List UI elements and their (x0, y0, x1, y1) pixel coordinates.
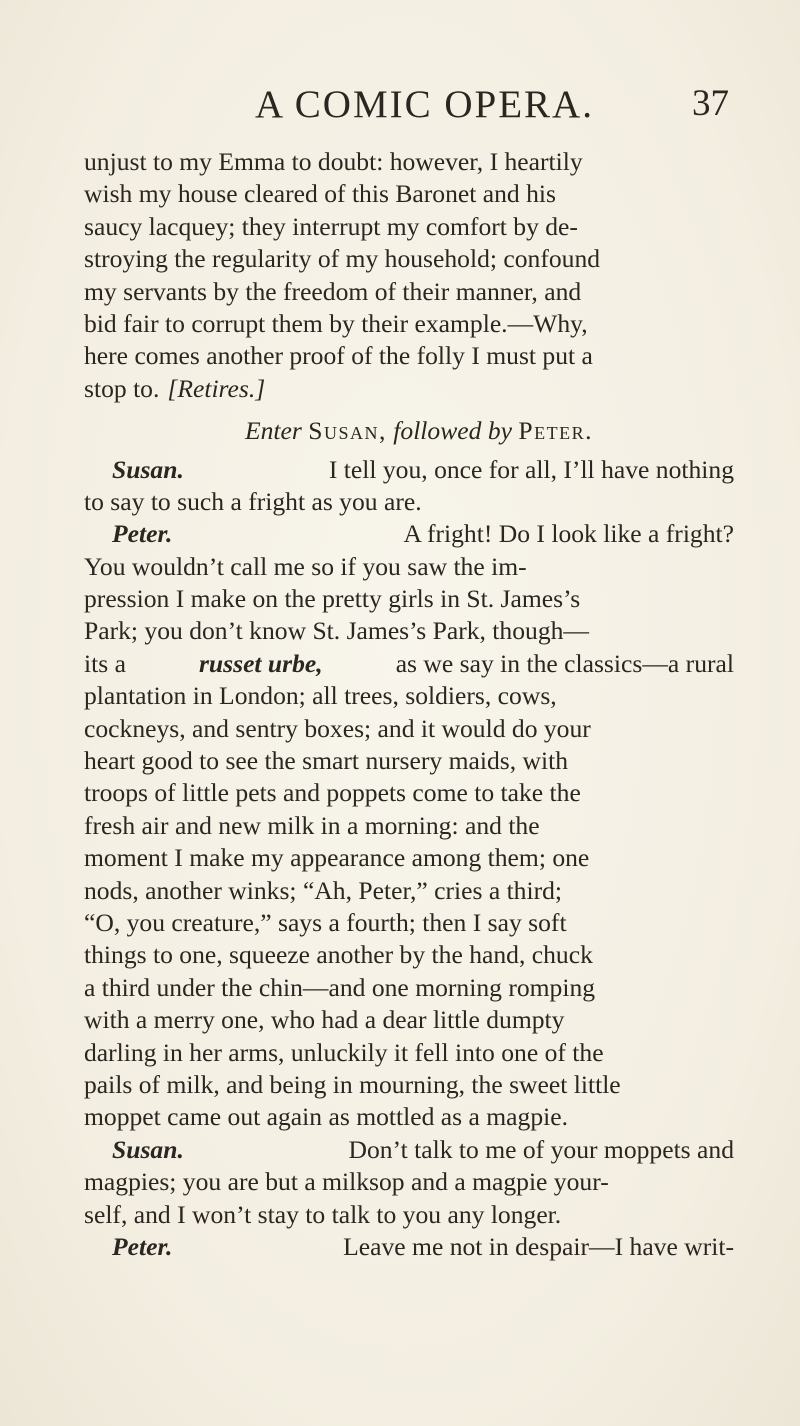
text-line: Park; you don’t know St. James’s Park, though— (84, 616, 590, 646)
speaker-name: Peter. (112, 519, 173, 549)
text-line: things to one, squeeze another by the hand, chuck (84, 940, 593, 970)
speech-line: Susan. Don’t talk to me of your moppets and (84, 1134, 734, 1166)
text-line: here comes another proof of the folly I must put a (84, 341, 593, 371)
page-number: 37 (692, 83, 729, 124)
text-line: self, and I won’t stay to talk to you any longer. (84, 1199, 562, 1229)
text-line: nods, another winks; “Ah, Peter,” cries a third; (84, 875, 563, 905)
speaker-name: Peter. (112, 1231, 173, 1261)
text-line: bid fair to corrupt them by their example.—Why, (84, 308, 588, 338)
speaker-name: Susan. (112, 454, 184, 484)
text-line: heart good to see the smart nursery maids, with (84, 746, 569, 776)
text-line: moppet came out again as mottled as a magpie. (84, 1102, 568, 1132)
text-line: to say to such a fright as you are. (84, 486, 422, 516)
speech-line: Peter. A fright! Do I look like a fright? (84, 518, 734, 550)
page-header (0, 82, 800, 132)
text-line: pails of milk, and being in mourning, the sweet little (84, 1069, 621, 1099)
stage-direction-heading: Enter Susan, followed by Peter. (244, 416, 594, 446)
text-line: troops of little pets and poppets come to take the (84, 778, 581, 808)
text-line: unjust to my Emma to doubt: however, I heartily (84, 147, 583, 176)
speaker-name: Susan. (112, 1134, 184, 1164)
text-line: darling in her arms, unluckily it fell into one of the (84, 1037, 604, 1067)
speech-line: Susan. I tell you, once for all, I’ll have nothing (84, 454, 734, 486)
text-line: wish my house cleared of this Baronet and his (84, 179, 556, 209)
text-line: fresh air and new milk in a morning: and the (84, 810, 540, 840)
stage-direction: [Retires.] (167, 373, 266, 403)
text-line: magpies; you are but a milksop and a magpie your- (84, 1167, 609, 1197)
latin-term: russet urbe, (198, 648, 323, 678)
text-line: “O, you creature,” says a fourth; then I say soft (84, 907, 567, 937)
text-line: with a merry one, who had a dear little dumpty (84, 1005, 565, 1035)
page-body (84, 146, 734, 1263)
text-line: plantation in London; all trees, soldiers, cows, (84, 681, 557, 711)
speech-line: Peter. Leave me not in despair—I have writ- (84, 1231, 734, 1263)
text-line: stroying the regularity of my household; confound (84, 244, 601, 274)
text-line: its a russet urbe, as we say in the classics—a rural (84, 648, 734, 680)
text-line: saucy lacquey; they interrupt my comfort by de- (84, 211, 578, 241)
text-line: a third under the chin—and one morning romping (84, 972, 596, 1002)
text-line: You wouldn’t call me so if you saw the im- (84, 551, 527, 581)
text-line: stop to. [Retires.] (84, 373, 734, 405)
text-line: moment I make my appearance among them; one (84, 843, 590, 873)
text-line: pression I make on the pretty girls in St. James’s (84, 584, 581, 614)
running-title: A COMIC OPERA. (255, 83, 594, 126)
text-line: cockneys, and sentry boxes; and it would do your (84, 713, 591, 743)
text-line: my servants by the freedom of their manner, and (84, 276, 582, 306)
